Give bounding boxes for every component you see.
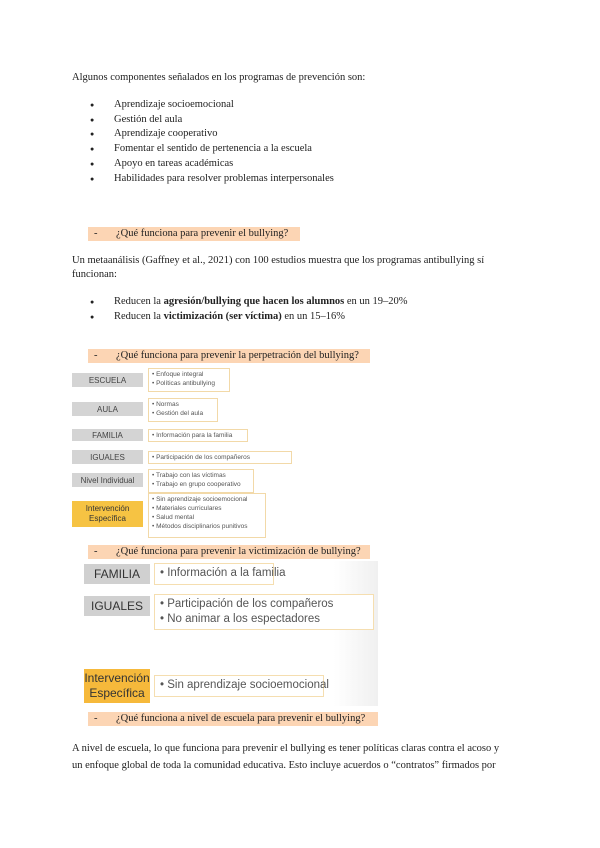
box-item: • Salud mental (152, 514, 195, 521)
result-bold: victimización (ser víctima) (163, 310, 282, 322)
box-escuela (148, 368, 230, 392)
box-item: • Participación de los compañeros (152, 454, 251, 461)
heading-text: ¿Qué funciona a nivel de escuela para prevenir el bullying? (116, 713, 366, 724)
list-item: ● Gestión del aula (90, 113, 334, 128)
list-item: ● Fomentar el sentido de pertenencia a la escuela (90, 142, 334, 157)
heading-text: ¿Qué funciona para prevenir la perpetración del bullying? (116, 350, 359, 361)
meta-analysis-text (72, 254, 484, 282)
box-item: • Trabajo con las víctimas (152, 472, 226, 479)
box-aula (148, 398, 218, 422)
box-item: • Métodos disciplinarios punitivos (152, 523, 248, 530)
intro-text: Algunos componentes señalados en los programas de prevención son: (72, 72, 366, 83)
box-item: • Gestión del aula (152, 410, 204, 417)
meta-line-1: Un metaanálisis (Gaffney et al., 2021) con 100 estudios muestra que los programas antibullying sí (72, 255, 485, 266)
heading-text: ¿Qué funciona para prevenir la victimización de bullying? (116, 546, 361, 557)
box-item: • Sin aprendizaje socioemocional (152, 496, 248, 503)
box-iguales (148, 451, 292, 464)
box-familia (154, 563, 286, 585)
box-iguales (154, 594, 374, 630)
box-item: • Información a la familia (160, 567, 286, 579)
box-familia (148, 429, 248, 442)
label-intervencion-especifica: Intervención Específica (72, 501, 143, 527)
box-item: • Materiales curriculares (152, 505, 222, 512)
heading-dash: - (94, 228, 98, 239)
results-list (90, 295, 408, 324)
box-item: • Participación de los compañeros (160, 598, 334, 610)
result-bold: agresión/bullying que hacen los alumnos (163, 296, 345, 307)
box-especifica (154, 675, 329, 697)
result-pre: Reducen la (114, 296, 164, 307)
closing-line-2: un enfoque global de toda la comunidad educativa. Esto incluye acuerdos o “contratos” firmados por (72, 760, 496, 771)
perpetration-diagram (72, 367, 294, 539)
heading-dash: - (94, 350, 98, 361)
box-individual (148, 469, 254, 493)
label-escuela: ESCUELA (72, 373, 143, 387)
list-item: ● Aprendizaje cooperativo (90, 127, 334, 142)
label-iguales: IGUALES (84, 596, 150, 616)
section-heading-bullying (88, 227, 300, 241)
heading-dash: - (94, 546, 98, 557)
box-item: • Políticas antibullying (152, 380, 215, 387)
label-familia: FAMILIA (84, 564, 150, 584)
box-item: • Normas (152, 401, 179, 408)
label-aula: AULA (72, 402, 143, 416)
label-iguales: IGUALES (72, 450, 143, 464)
label-nivel-individual: Nivel Individual (72, 473, 143, 487)
meta-line-2: funcionan: (72, 269, 117, 280)
section-heading-school-level (88, 712, 378, 726)
box-item: • Información para la familia (152, 432, 233, 439)
closing-line-1: A nivel de escuela, lo que funciona para prevenir el bullying es tener políticas claras contra el acoso y (72, 743, 500, 754)
list-item: ● Apoyo en tareas académicas (90, 157, 334, 172)
label-intervencion-especifica: Intervención Específica (84, 669, 150, 703)
list-item (90, 295, 408, 310)
label-familia: FAMILIA (72, 429, 143, 441)
box-item: • Enfoque integral (152, 371, 204, 378)
box-item: • Trabajo en grupo cooperativo (152, 481, 241, 488)
result-pre: Reducen la (114, 310, 164, 322)
section-heading-victimization (88, 545, 370, 559)
heading-dash: - (94, 713, 98, 724)
list-item: ● Habilidades para resolver problemas interpersonales (90, 172, 334, 187)
result-post: en un 15–16% (281, 310, 346, 322)
victimization-diagram (84, 561, 378, 706)
box-item: • No animar a los espectadores (160, 613, 320, 625)
closing-paragraph (72, 740, 499, 774)
box-especifica (148, 493, 266, 538)
heading-text: ¿Qué funciona para prevenir el bullying? (116, 228, 289, 239)
list-item: ● Aprendizaje socioemocional (90, 98, 334, 113)
list-item (90, 310, 408, 325)
section-heading-perpetration (88, 349, 370, 363)
result-post: en un 19–20% (344, 296, 408, 307)
box-item: • Sin aprendizaje socioemocional (160, 679, 329, 691)
components-list (90, 98, 334, 186)
